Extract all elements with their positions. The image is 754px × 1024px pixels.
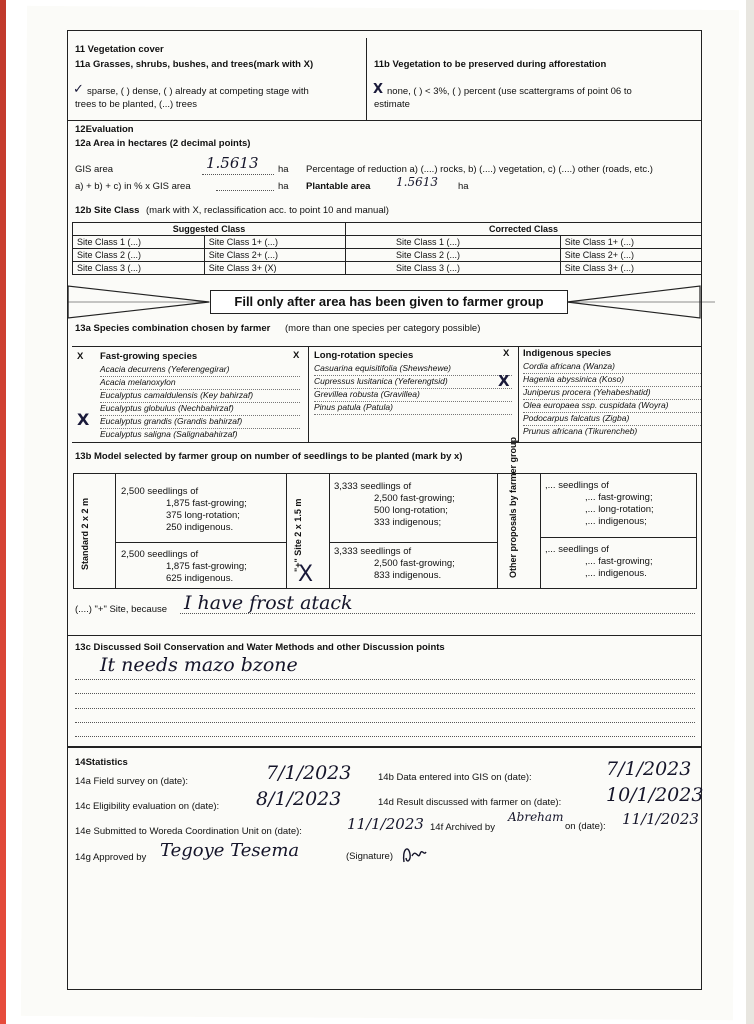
seedlings-total: 3,333 seedlings of: [334, 546, 412, 557]
list-item: Podocarpus falcatus (Zigba): [523, 413, 701, 426]
seedlings-total: 2,500 seedlings of: [121, 549, 199, 560]
dotted-line: [75, 693, 695, 694]
section-12b-note: (mark with X, reclassification acc. to point 10 and manual): [146, 205, 389, 216]
checkmark-11a: ✓: [73, 82, 84, 97]
divider: [540, 473, 541, 589]
section-13a-title: 13a Species combination chosen by farmer: [75, 323, 271, 334]
section-12a-title: 12a Area in hectares (2 decimal points): [75, 138, 251, 149]
divider: [67, 635, 702, 636]
list-item: Acacia melanoxylon: [100, 377, 300, 390]
divider: [286, 473, 287, 589]
ha-unit: ha: [278, 181, 289, 192]
submitted-label: 14e Submitted to Woreda Coordination Unit on (date):: [75, 826, 302, 837]
discussion-handwriting: It needs mazo bzone: [100, 654, 298, 676]
indigenous-list: [523, 361, 701, 438]
table-row: [73, 262, 702, 275]
site-class-table: [72, 222, 702, 275]
seedlings-detail: 250 indigenous.: [166, 522, 234, 533]
x-column-header: X: [77, 351, 84, 362]
list-item: Prunus africana (Tikurencheb): [523, 426, 638, 436]
11a-options-line2: trees to be planted, (...) trees: [75, 99, 197, 110]
eligibility-label: 14c Eligibility evaluation on (date):: [75, 801, 220, 812]
divider: [308, 346, 309, 442]
mark-plus-site: X: [298, 562, 314, 587]
list-item: Olea europaea ssp. cuspidata (Woyra): [523, 400, 701, 413]
seedlings-detail: 333 indigenous;: [374, 517, 442, 528]
mark-fast-growing: X: [77, 410, 90, 429]
x-column-header: X: [503, 348, 510, 359]
seedlings-detail: 2,500 fast-growing;: [374, 493, 455, 504]
table-cell: Site Class 2+ (...): [204, 249, 345, 262]
table-cell: Site Class 1 (...): [345, 236, 560, 249]
field-survey-date: 7/1/2023: [266, 762, 352, 784]
long-rotation-header: Long-rotation species: [314, 350, 414, 361]
other-proposals-label: Other proposals by farmer group: [508, 436, 518, 578]
11b-options-line1: none, ( ) < 3%, ( ) percent (use scattergrams of point 06 to: [387, 86, 632, 97]
table-cell: Site Class 1 (...): [73, 236, 205, 249]
divider: [366, 38, 367, 120]
approver-signature: [398, 840, 430, 868]
seedlings-detail: 1,875 fast-growing;: [166, 561, 247, 572]
long-rotation-list: [314, 363, 512, 415]
farmer-group-banner: Fill only after area has been given to farmer group: [210, 290, 568, 314]
table-cell: Site Class 2 (...): [345, 249, 560, 262]
table-row: [73, 249, 702, 262]
table-cell: Site Class 3+ (...): [560, 262, 701, 275]
other-option-1: [545, 480, 654, 528]
plantable-value: 1.5613: [396, 175, 438, 189]
seedlings-detail: 2,500 fast-growing;: [374, 558, 455, 569]
dotted-line: [202, 174, 274, 175]
dotted-line: [75, 679, 695, 680]
plantable-label: Plantable area: [306, 181, 371, 192]
standard-option-1: [121, 486, 247, 534]
seedlings-detail: ,... fast-growing;: [585, 556, 653, 567]
section-11-title: 11 Vegetation cover: [75, 44, 164, 55]
divider: [72, 442, 702, 443]
section-12-title: 12Evaluation: [75, 124, 134, 135]
because-handwriting: I have frost atack: [184, 592, 353, 614]
reduction-label: Percentage of reduction a) (....) rocks, b) (....) vegetation, c) (....) other (roads, etc.): [306, 164, 653, 175]
ha-unit: ha: [278, 164, 289, 175]
gis-entry-date: 7/1/2023: [606, 758, 692, 780]
divider: [72, 346, 702, 347]
list-item: Eucalyptus grandis (Grandis bahirzaf): [100, 416, 300, 429]
dotted-line: [75, 736, 695, 737]
fast-growing-header: Fast-growing species: [100, 351, 198, 362]
table-row: [73, 236, 702, 249]
list-item: Pinus patula (Patula): [314, 402, 512, 415]
eligibility-date: 8/1/2023: [256, 788, 342, 810]
gis-area-value: 1.5613: [206, 154, 259, 172]
standard-option-2: [121, 549, 247, 585]
because-label: (....) "+" Site, because: [75, 604, 168, 615]
list-item: Cordia africana (Wanza): [523, 361, 701, 374]
table-cell: Site Class 1+ (...): [204, 236, 345, 249]
list-item: Eucalyptus saligna (Salignabahirzaf): [100, 429, 238, 439]
11b-options-line2: estimate: [374, 99, 410, 110]
archived-by-signature: Abreham: [508, 810, 564, 824]
mark-indigenous: X: [498, 372, 510, 390]
standard-label: Standard 2 x 2 m: [80, 497, 90, 570]
divider: [67, 120, 702, 121]
11a-options-line1: sparse, ( ) dense, ( ) already at competing stage with: [87, 86, 309, 97]
field-survey-label: 14a Field survey on (date):: [75, 776, 189, 787]
divider: [329, 473, 330, 589]
mark-11b: X: [373, 82, 384, 97]
section-13c-title: 13c Discussed Soil Conservation and Water Methods and other Discussion points: [75, 642, 445, 653]
seedlings-detail: 500 long-rotation;: [374, 505, 448, 516]
plus-site-label: "+" Site 2 x 1.5 m: [293, 498, 303, 572]
list-item: Grevillea robusta (Gravillea): [314, 389, 512, 402]
seedlings-detail: 1,875 fast-growing;: [166, 498, 247, 509]
signature-label: (Signature): [346, 851, 393, 862]
seedlings-detail: 375 long-rotation;: [166, 510, 240, 521]
divider: [497, 473, 498, 589]
table-cell: Site Class 1+ (...): [560, 236, 701, 249]
table-cell: Site Class 3 (...): [345, 262, 560, 275]
divider: [518, 346, 519, 442]
section-11b-title: 11b Vegetation to be preserved during afforestation: [374, 59, 607, 70]
divider: [329, 542, 497, 543]
section-12b-title: 12b Site Class: [75, 205, 140, 216]
table-cell: Site Class 2+ (...): [560, 249, 701, 262]
approved-label: 14g Approved by: [75, 852, 147, 863]
x-column-header: X: [293, 350, 300, 361]
seedlings-detail: ,... indigenous.: [585, 568, 647, 579]
ha-unit: ha: [458, 181, 469, 192]
seedlings-total: 2,500 seedlings of: [121, 486, 199, 497]
dotted-line: [75, 722, 695, 723]
fast-growing-list: [100, 364, 300, 441]
abc-label: a) + b) + c) in % x GIS area: [75, 181, 191, 192]
divider: [67, 746, 702, 748]
result-discussed-date: 10/1/2023: [606, 784, 704, 806]
archived-on-label: on (date):: [565, 821, 606, 832]
dotted-line: [75, 708, 695, 709]
list-item: Casuarina equisitifolia (Shewshewe): [314, 363, 512, 376]
seedlings-detail: ,... indigenous;: [585, 516, 647, 527]
archived-label: 14f Archived by: [430, 822, 495, 833]
list-item: Acacia decurrens (Yeferengegirar): [100, 364, 300, 377]
seedlings-total: 3,333 seedlings of: [334, 481, 412, 492]
page-edge: [0, 0, 6, 1024]
seedlings-total: ,... seedlings of: [545, 544, 609, 555]
submitted-date: 11/1/2023: [347, 815, 424, 833]
corrected-class-header: Corrected Class: [345, 223, 701, 236]
archived-date: 11/1/2023: [622, 810, 699, 828]
dotted-line: [180, 613, 695, 614]
other-option-2: [545, 544, 653, 580]
seedlings-total: ,... seedlings of: [545, 480, 609, 491]
gis-area-label: GIS area: [75, 164, 114, 175]
list-item: Eucalyptus camaldulensis (Key bahirzaf): [100, 390, 300, 403]
seedlings-detail: ,... fast-growing;: [585, 492, 653, 503]
seedlings-detail: 625 indigenous.: [166, 573, 234, 584]
result-discussed-label: 14d Result discussed with farmer on (date):: [378, 797, 562, 808]
divider: [540, 537, 697, 538]
section-14-title: 14Statistics: [75, 757, 128, 768]
section-13b-title: 13b Model selected by farmer group on number of seedlings to be planted (mark by x): [75, 451, 463, 462]
indigenous-header: Indigenous species: [523, 348, 612, 359]
dotted-line: [216, 190, 274, 191]
list-item: Hagenia abyssinica (Koso): [523, 374, 701, 387]
divider: [115, 473, 116, 589]
table-cell: Site Class 3+ (X): [204, 262, 345, 275]
list-item: Cupressus lusitanica (Yeferengtsid): [314, 376, 512, 389]
section-13a-note: (more than one species per category possible): [285, 323, 481, 334]
section-11a-title: 11a Grasses, shrubs, bushes, and trees(mark with X): [75, 59, 314, 70]
divider: [115, 542, 286, 543]
table-cell: Site Class 3 (...): [73, 262, 205, 275]
plus-site-option-1: [334, 481, 455, 529]
page-shadow: [746, 0, 754, 1024]
seedlings-detail: 833 indigenous.: [374, 570, 442, 581]
suggested-class-header: Suggested Class: [73, 223, 346, 236]
gis-entry-label: 14b Data entered into GIS on (date):: [378, 772, 532, 783]
table-cell: Site Class 2 (...): [73, 249, 205, 262]
list-item: Eucalyptus globulus (Nechbahirzaf): [100, 403, 300, 416]
list-item: Juniperus procera (Yehabeshatid): [523, 387, 701, 400]
approved-by-name: Tegoye Tesema: [160, 840, 300, 861]
seedlings-detail: ,... long-rotation;: [585, 504, 654, 515]
plus-site-option-2: [334, 546, 455, 582]
